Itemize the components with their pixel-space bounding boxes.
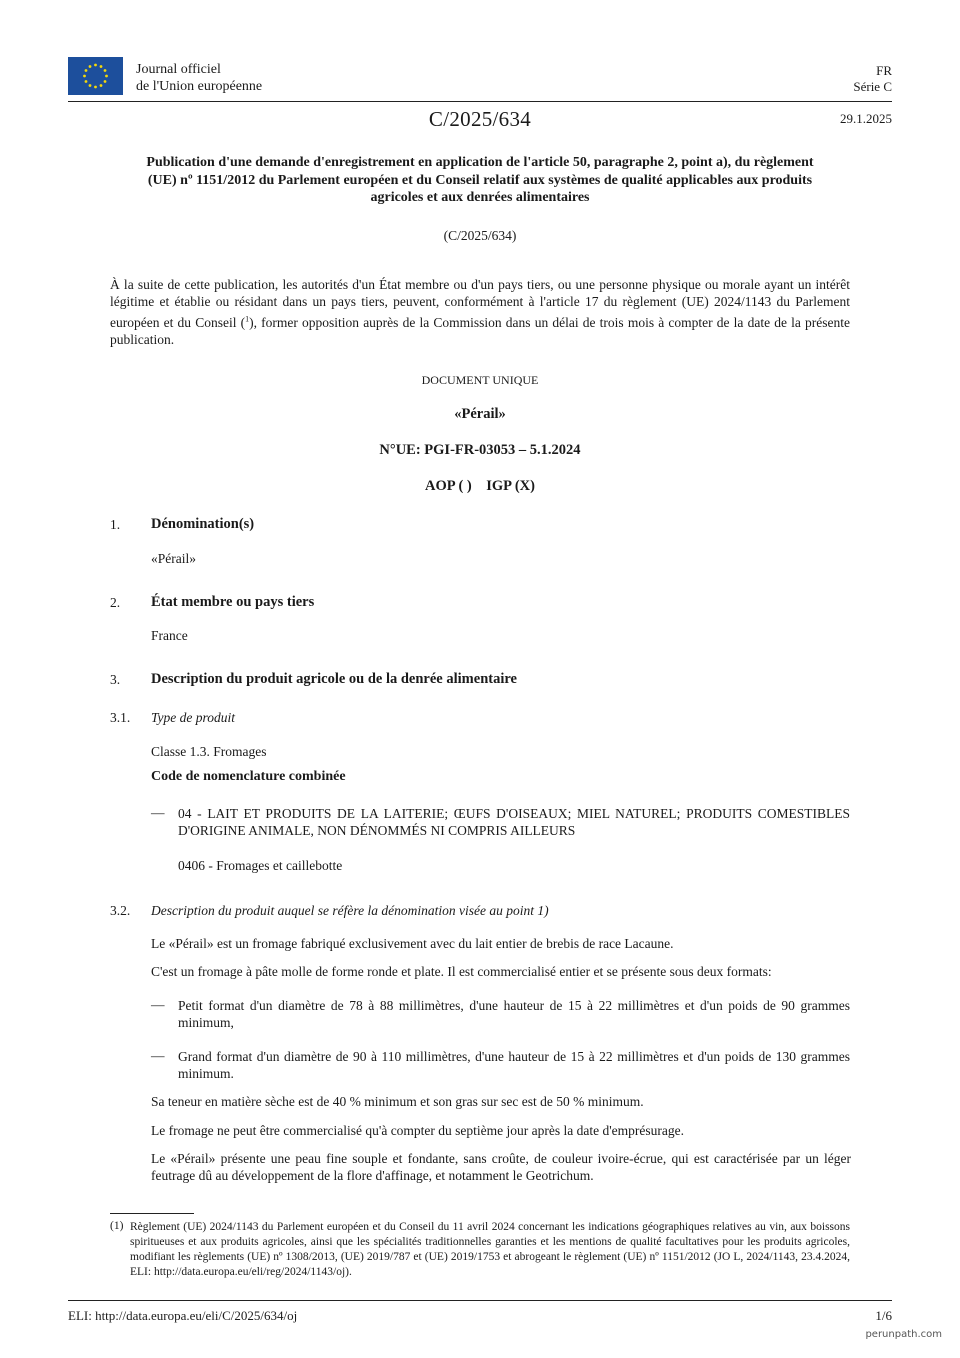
journal-line-1: Journal officiel (136, 62, 221, 77)
nomenclature-item: 04 - LAIT ET PRODUITS DE LA LAITERIE; ŒUFS D'OISEAUX; MIEL NATUREL; PRODUITS COMESTIBLES D'ORIGINE ANIMALE, NON DÉNOMMÉS NI COMPRIS AILLEURS (178, 806, 850, 838)
journal-title (136, 61, 262, 95)
paragraph-5: Le «Pérail» présente une peau fine souple et fondante, sans croûte, de couleur ivoire-écrue, qui est caractérisée par un léger feutrage dû au développement de la flore d'affinage, et notamment le Geotrichum. (151, 1151, 851, 1183)
dash-marker: — (151, 1048, 165, 1063)
flag-star-icon (104, 80, 107, 83)
nomenclature-subitem: 0406 - Fromages et caillebotte (178, 858, 343, 873)
nomenclature-title: Code de nomenclature combinée (151, 769, 346, 784)
eli-link[interactable]: ELI: http://data.europa.eu/eli/C/2025/634/oj (68, 1308, 298, 1323)
section-2-number: 2. (110, 595, 121, 610)
header-rule (68, 101, 892, 102)
document-id: C/2025/634 (428, 107, 532, 131)
journal-line-2: de l'Union européenne (136, 79, 263, 94)
dash-marker: — (151, 805, 165, 820)
paragraph-1: Le «Pérail» est un fromage fabriqué exclusivement avec du lait entier de brebis de race Lacaune. (151, 936, 674, 951)
dash-marker: — (151, 997, 165, 1012)
section-1-title: Dénomination(s) (151, 516, 255, 532)
paragraph-2: C'est un fromage à pâte molle de forme ronde et plate. Il est commercialisé entier et se présente sous deux formats: (151, 964, 772, 979)
flag-star-icon (89, 84, 92, 87)
bullet-small-format: Petit format d'un diamètre de 78 à 88 millimètres, d'une hauteur de 15 à 22 millimètres et d'un poids de 90 grammes minimum, (178, 998, 850, 1030)
flag-star-icon (100, 65, 103, 68)
section-2-value: France (151, 628, 188, 643)
flag-star-icon (83, 75, 86, 78)
section-3-2-title: Description du produit auquel se réfère la dénomination visée au point 1) (151, 903, 549, 918)
document-reference: (C/2025/634) (443, 228, 517, 243)
header-language-series (853, 63, 892, 95)
flag-star-icon (100, 84, 103, 87)
product-name: «Pérail» (454, 406, 506, 422)
flag-star-icon (89, 65, 92, 68)
watermark: perunpath.com (865, 1329, 942, 1340)
section-3-number: 3. (110, 672, 121, 687)
footnote-text: Règlement (UE) 2024/1143 du Parlement européen et du Conseil du 11 avril 2024 concernant les indications géographiques relatives au vin, aux boissons spiritueuses et aux produits agricoles, ainsi que les spécialités traditionnelles garanties et les mentions de qualité facultatives pour les produits agricoles, modifiant les règlements (UE) nº 1308/2013, (UE) 2019/787 et (UE) 2019/1753 et abrogeant le règlement (UE) nº 1151/2012 (JO L, 2024/1143, 23.4.2024, ELI: http://data.europa.eu/eli/reg/2024/1143/oj). (130, 1221, 850, 1278)
flag-star-icon (85, 69, 88, 72)
footnote-rule (110, 1213, 194, 1214)
intro-paragraph (110, 276, 850, 348)
paragraph-4: Le fromage ne peut être commercialisé qu'à compter du septième jour après la date d'emprésurage. (151, 1123, 685, 1138)
section-2-title: État membre ou pays tiers (151, 594, 315, 610)
bullet-large-format: Grand format d'un diamètre de 90 à 110 millimètres, d'une hauteur de 15 à 22 millimètres et d'un poids de 130 grammes minimum. (178, 1049, 850, 1081)
section-3-1-number: 3.1. (110, 710, 131, 725)
aop-igp: AOP ( ) IGP (X) (425, 478, 535, 494)
document-title: Publication d'une demande d'enregistrement en application de l'article 50, paragraphe 2, point a), du règlement (UE) nº 1151/2012 du Parlement européen et du Conseil relatif aux systèmes de qualité applicables aux produits agricoles et aux denrées alimentaires (146, 155, 814, 205)
section-1-value: «Pérail» (151, 551, 196, 566)
section-3-title: Description du produit agricole ou de la denrée alimentaire (151, 671, 517, 687)
flag-star-icon (104, 69, 107, 72)
flag-star-icon (105, 75, 108, 78)
flag-star-icon (94, 64, 97, 67)
flag-star-icon (85, 80, 88, 83)
intro-text-before: À la suite de cette publication, les autorités d'un État membre ou d'un pays tiers, ou une personne physique ou morale ayant un intérêt légitime et établie ou résidant dans un pays tiers, peuvent, conformément à l'article 17 du règlement (UE) 2024/1143 du Parlement européen et du Conseil ($^1$), former opposition auprès de la Commission dans un délai de trois mois à compter de la date de la présente publication. (110, 277, 850, 347)
flag-star-icon (94, 86, 97, 89)
doc-type-label: DOCUMENT UNIQUE (421, 373, 539, 387)
language-code: FR (876, 63, 892, 78)
series-label: Série C (853, 79, 892, 94)
footer-rule (68, 1300, 892, 1301)
section-1-number: 1. (110, 517, 121, 532)
section-3-1-title: Type de produit (151, 710, 235, 725)
eu-flag-icon (68, 57, 123, 95)
document-date: 29.1.2025 (840, 111, 892, 126)
page-number: 1/6 (875, 1308, 892, 1323)
section-3-2-number: 3.2. (110, 903, 131, 918)
paragraph-3: Sa teneur en matière sèche est de 40 % minimum et son gras sur sec est de 50 % minimum. (151, 1094, 644, 1109)
eu-number: N°UE: PGI-FR-03053 – 5.1.2024 (379, 442, 581, 458)
section-3-1-value: Classe 1.3. Fromages (151, 744, 267, 759)
footnote-mark: (1) (110, 1220, 124, 1232)
